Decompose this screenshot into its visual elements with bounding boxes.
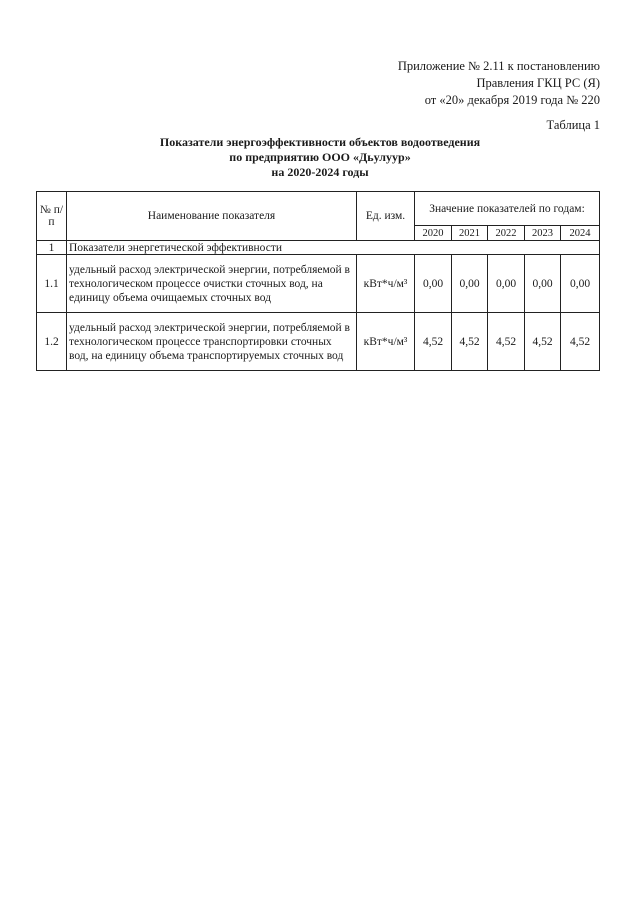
header-year: 2024 xyxy=(561,226,600,241)
row-num: 1.1 xyxy=(37,255,67,313)
header-year: 2023 xyxy=(525,226,561,241)
row-name: удельный расход электрической энергии, потребляемой в технологическом процессе транспортировки сточных вод, на единицу объема транспортируемых сточных вод xyxy=(67,313,357,371)
table-row xyxy=(37,255,600,313)
row-value: 0,00 xyxy=(561,255,600,313)
row-value: 4,52 xyxy=(488,313,525,371)
row-value: 0,00 xyxy=(488,255,525,313)
header-values-group: Значение показателей по годам: xyxy=(415,192,600,226)
section-num: 1 xyxy=(37,241,67,255)
header-year: 2022 xyxy=(488,226,525,241)
row-value: 4,52 xyxy=(452,313,488,371)
title-line-2: по предприятию ООО «Дьулуур» xyxy=(229,150,411,164)
document-title xyxy=(0,135,640,180)
row-value: 4,52 xyxy=(525,313,561,371)
row-name: удельный расход электрической энергии, потребляемой в технологическом процессе очистки сточных вод, на единицу объема очищаемых сточных вод xyxy=(67,255,357,313)
section-name: Показатели энергетической эффективности xyxy=(67,241,600,255)
title-line-1: Показатели энергоэффективности объектов водоотведения xyxy=(159,135,481,149)
row-value: 0,00 xyxy=(525,255,561,313)
row-unit: кВт*ч/м³ xyxy=(357,255,415,313)
appendix-reference xyxy=(398,58,600,109)
header-num: № п/п xyxy=(37,192,67,241)
row-value: 4,52 xyxy=(561,313,600,371)
header-year: 2020 xyxy=(415,226,452,241)
table-row xyxy=(37,313,600,371)
indicators-table xyxy=(36,191,600,371)
appendix-line-3: от «20» декабря 2019 года № 220 xyxy=(424,93,600,107)
row-num: 1.2 xyxy=(37,313,67,371)
title-line-3: на 2020-2024 годы xyxy=(271,165,369,179)
appendix-line-1: Приложение № 2.11 к постановлению xyxy=(397,59,600,73)
row-unit: кВт*ч/м³ xyxy=(357,313,415,371)
section-row xyxy=(37,241,600,255)
header-unit: Ед. изм. xyxy=(357,192,415,241)
row-value: 4,52 xyxy=(415,313,452,371)
header-year: 2021 xyxy=(452,226,488,241)
appendix-line-2: Правления ГКЦ РС (Я) xyxy=(476,76,600,90)
row-value: 0,00 xyxy=(452,255,488,313)
row-value: 0,00 xyxy=(415,255,452,313)
header-row-top xyxy=(37,192,600,226)
header-name: Наименование показателя xyxy=(67,192,357,241)
table-label: Таблица 1 xyxy=(546,118,600,132)
